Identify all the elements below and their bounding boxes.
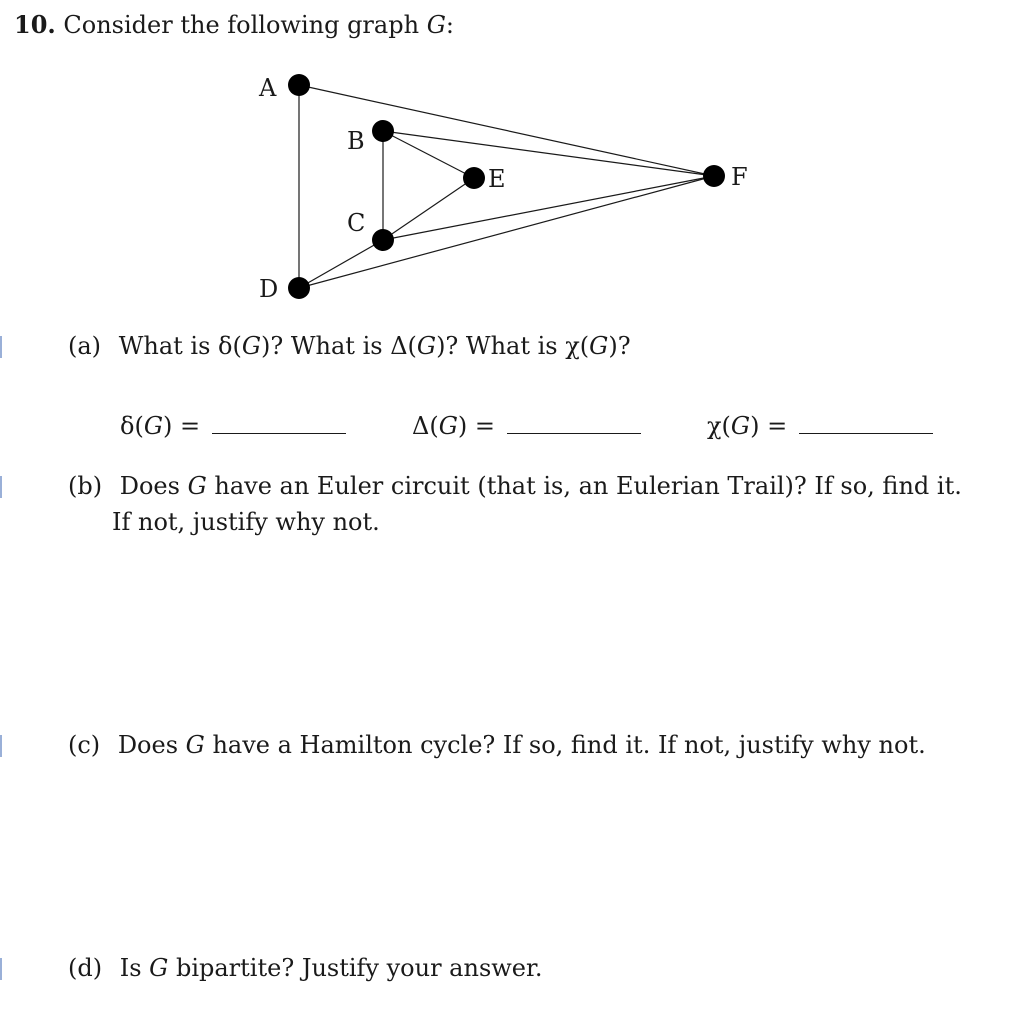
graph-symbol: G [426,11,446,39]
heading-colon: : [445,11,454,39]
part-d-label: (d) [68,954,103,982]
part-b-line2: If not, justify why not. [112,508,380,536]
answer-line-delta-max[interactable] [507,432,641,434]
graph-edges [299,85,714,288]
answer-line-delta-min[interactable] [212,432,346,434]
vertex-label-f: F [731,163,748,191]
vertex-c [372,229,394,251]
part-a-label: (a) [68,332,102,360]
blank-delta-min [120,412,346,440]
part-a-text: What is δ(G)? What is Δ(G)? What is χ(G)? [118,332,631,360]
edge-b-f [383,131,714,176]
edge-b-e [383,131,474,178]
blank-label-chi: χ(G) = [707,412,788,440]
part-b [68,472,962,500]
part-c-label: (c) [68,731,101,759]
vertex-label-b: B [347,127,365,155]
margin-mark-c [0,735,2,757]
margin-mark-d [0,958,2,980]
part-d [68,954,542,982]
part-b-label: (b) [68,472,103,500]
question-number: 10. [14,10,56,39]
answer-line-chi[interactable] [799,432,933,434]
question-intro: Consider the following graph [63,11,420,39]
part-c-text: Does G have a Hamilton cycle? If so, find it. If not, justify why not. [117,731,926,759]
vertex-label-c: C [347,209,366,237]
vertex-label-a: A [259,74,277,102]
vertex-e [463,167,485,189]
vertex-a [288,74,310,96]
vertex-f [703,165,725,187]
part-c [68,731,926,759]
part-b-continued [112,508,380,536]
vertex-label-e: E [488,165,506,193]
blank-delta-max [412,412,641,440]
part-a [68,332,631,360]
part-b-line1: Does G have an Euler circuit (that is, an Eulerian Trail)? If so, find it. [119,472,962,500]
graph-figure [0,0,1023,330]
blank-chi [707,412,933,440]
vertex-d [288,277,310,299]
margin-mark-b [0,476,2,498]
blank-label-delta-min: δ(G) = [120,412,201,440]
part-d-text: Is G bipartite? Justify your answer. [119,954,543,982]
vertex-b [372,120,394,142]
vertex-label-d: D [259,275,279,303]
edge-c-d [299,240,383,288]
edge-c-f [383,176,714,240]
blank-label-delta-max: Δ(G) = [412,412,495,440]
margin-mark-a [0,336,2,358]
